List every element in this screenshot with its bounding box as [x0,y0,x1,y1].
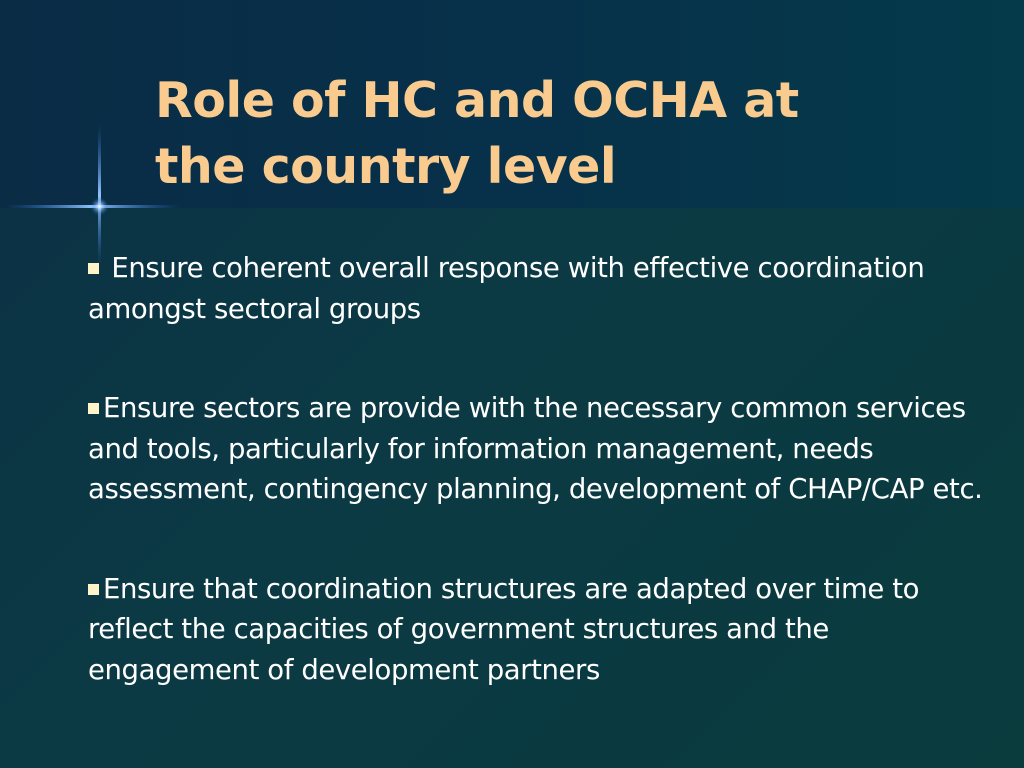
bullet-text: Ensure sectors are provide with the necessary common services and tools, particularly for information management, needs assessment, contingency planning, development of CHAP/CAP etc. [88,392,983,505]
square-bullet-icon [88,584,99,595]
bullet-text: Ensure that coordination structures are adapted over time to reflect the capacities of government structures and the engagement of development partners [88,572,920,686]
bullet-item [88,388,988,510]
slide-title-line-1: Role of HC and OCHA at [155,72,799,129]
slide-title [155,68,975,200]
slide-title-line-2: the country level [155,138,617,195]
bullet-item [88,569,988,691]
square-bullet-icon [88,263,99,274]
square-bullet-icon [88,403,99,414]
bullet-item [88,248,988,329]
bullet-text: Ensure coherent overall response with effective coordination amongst sectoral groups [88,252,925,325]
bullet-list [88,248,988,749]
